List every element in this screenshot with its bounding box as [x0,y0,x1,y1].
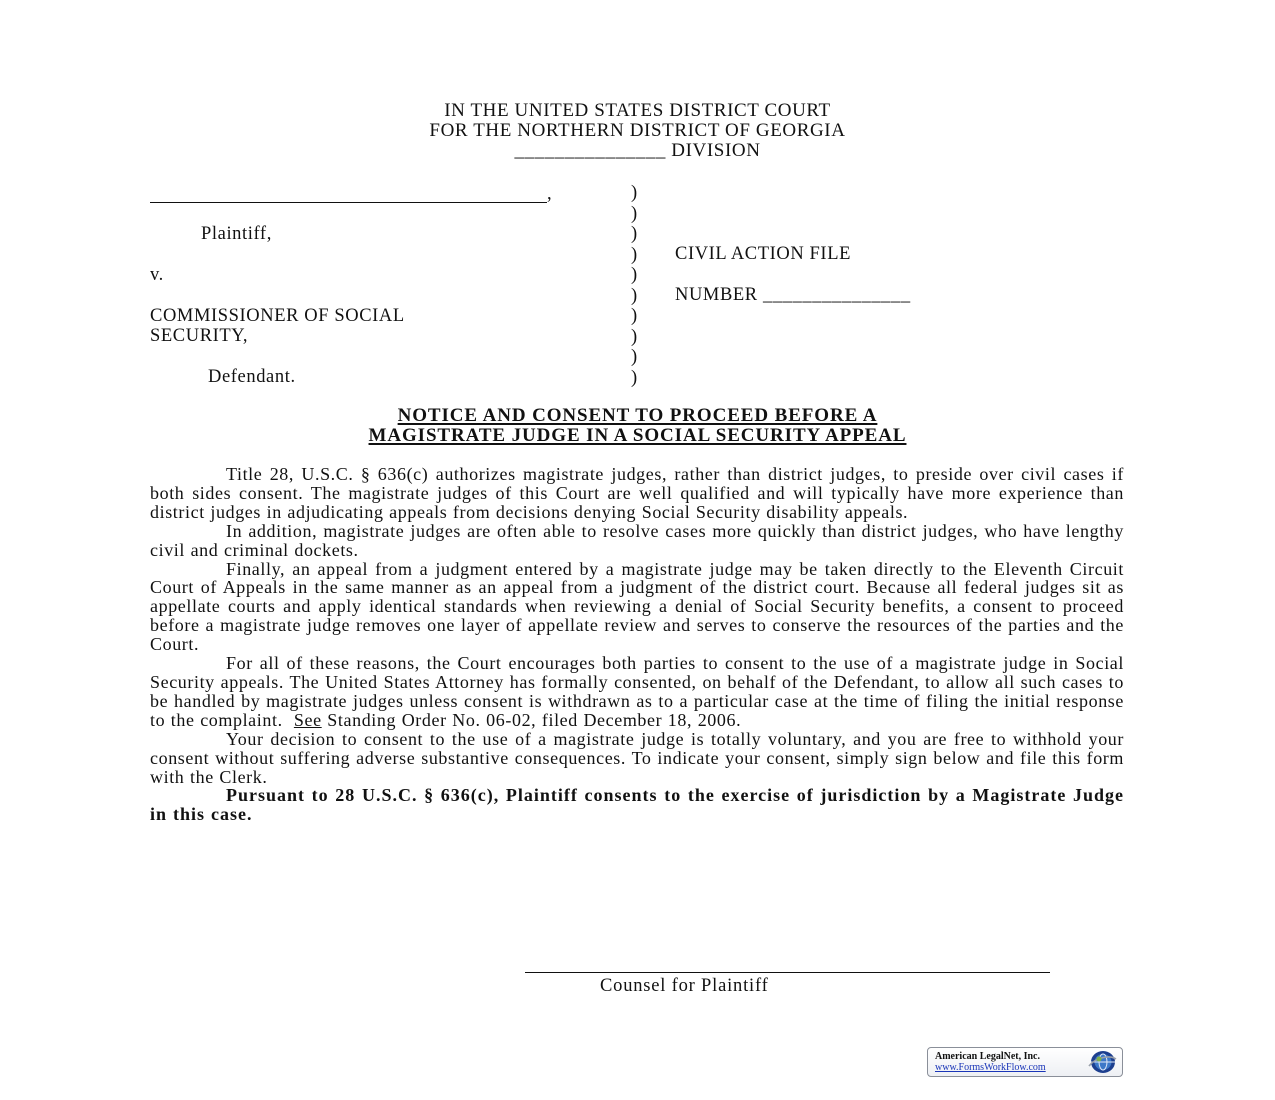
paragraph-speed: In addition, magistrate judges are often able to resolve cases more quickly than district judges, who have lengthy civil and criminal dockets. [150,520,1124,560]
division-line: _______________ DIVISION [514,140,761,161]
plaintiff-name-blank[interactable] [150,202,547,203]
caption-paren: ) [631,326,638,347]
civil-action-label: CIVIL ACTION FILE [675,244,851,264]
defendant-label: Defendant. [208,367,296,387]
notice-title-line1: NOTICE AND CONSENT TO PROCEED BEFORE A [397,405,878,426]
paragraph-voluntary: Your decision to consent to the use of a magistrate judge is totally voluntary, and you are free to withhold your consent without suffering adverse substantive consequences. To indicate your consent, simply sign below and file this form with the Clerk. [150,728,1124,787]
court-name-line: IN THE UNITED STATES DISTRICT COURT [444,100,831,121]
defendant-name-line1: COMMISSIONER OF SOCIAL [150,306,405,326]
signature-label: Counsel for Plaintiff [600,976,769,996]
notice-title [150,406,1125,446]
caption-paren: ) [631,285,638,306]
logo-url-link[interactable]: www.FormsWorkFlow.com [935,1062,1046,1073]
caption-paren: ) [631,183,638,203]
caption-paren: ) [631,224,638,244]
notice-body [150,465,1124,824]
paragraph-encouragement-text: For all of these reasons, the Court encourages both parties to consent to the use of a magistrate judge in Social Security appeals. The United States Attorney has formally consented, on behalf of the Defendant, to allow all such cases to be handled by magistrate judges unless consent is withdrawn as to a particular case at the time of filing the initial response to the complaint. [150,653,1124,730]
case-number-field[interactable]: NUMBER _______________ [675,285,911,305]
signature-line[interactable] [525,972,1050,973]
caption-paren: ) [631,265,638,285]
defendant-name-line2: SECURITY, [150,326,249,346]
paragraph-appeal: Finally, an appeal from a judgment entered by a magistrate judge may be taken directly to the Eleventh Circuit Court of Appeals in the same manner as an appeal from a judgment of the district court. Because all federal judges sit as appellate courts and apply identical standards when reviewing a denial of Social Security benefits, a consent to proceed before a magistrate judge removes one layer of appellate review and serves to conserve the resources of the parties and the Court. [150,558,1124,655]
see-citation: See [293,709,322,730]
versus-label: v. [150,265,164,285]
caption-divider [631,183,637,388]
plaintiff-comma: , [547,184,553,204]
publisher-logo[interactable] [927,1047,1123,1077]
consent-statement: Pursuant to 28 U.S.C. § 636(c), Plaintiff consents to the exercise of jurisdiction by a Magistrate Judge in this case. [150,785,1124,825]
caption-paren: ) [631,347,638,367]
caption-paren: ) [631,367,638,388]
globe-icon [1086,1049,1118,1075]
district-line: FOR THE NORTHERN DISTRICT OF GEORGIA [429,120,846,141]
standing-order-citation: Standing Order No. 06-02, filed December 18, 2006. [327,709,742,730]
caption-paren: ) [631,244,638,265]
paragraph-authorization: Title 28, U.S.C. § 636(c) authorizes magistrate judges, rather than district judges, to preside over civil cases if both sides consent. The magistrate judges of this Court are well qualified and will typically have more experience than district judges in adjudicating appeals from decisions denying Social Security disability appeals. [150,464,1124,522]
court-header [150,101,1125,161]
paragraph-encouragement [150,654,1124,730]
caption-paren: ) [631,306,638,326]
caption-paren: ) [631,203,638,224]
plaintiff-label: Plaintiff, [201,224,272,244]
logo-company-name: American LegalNet, Inc. [935,1051,1040,1062]
notice-title-line2: MAGISTRATE JUDGE IN A SOCIAL SECURITY APPEAL [368,425,907,446]
